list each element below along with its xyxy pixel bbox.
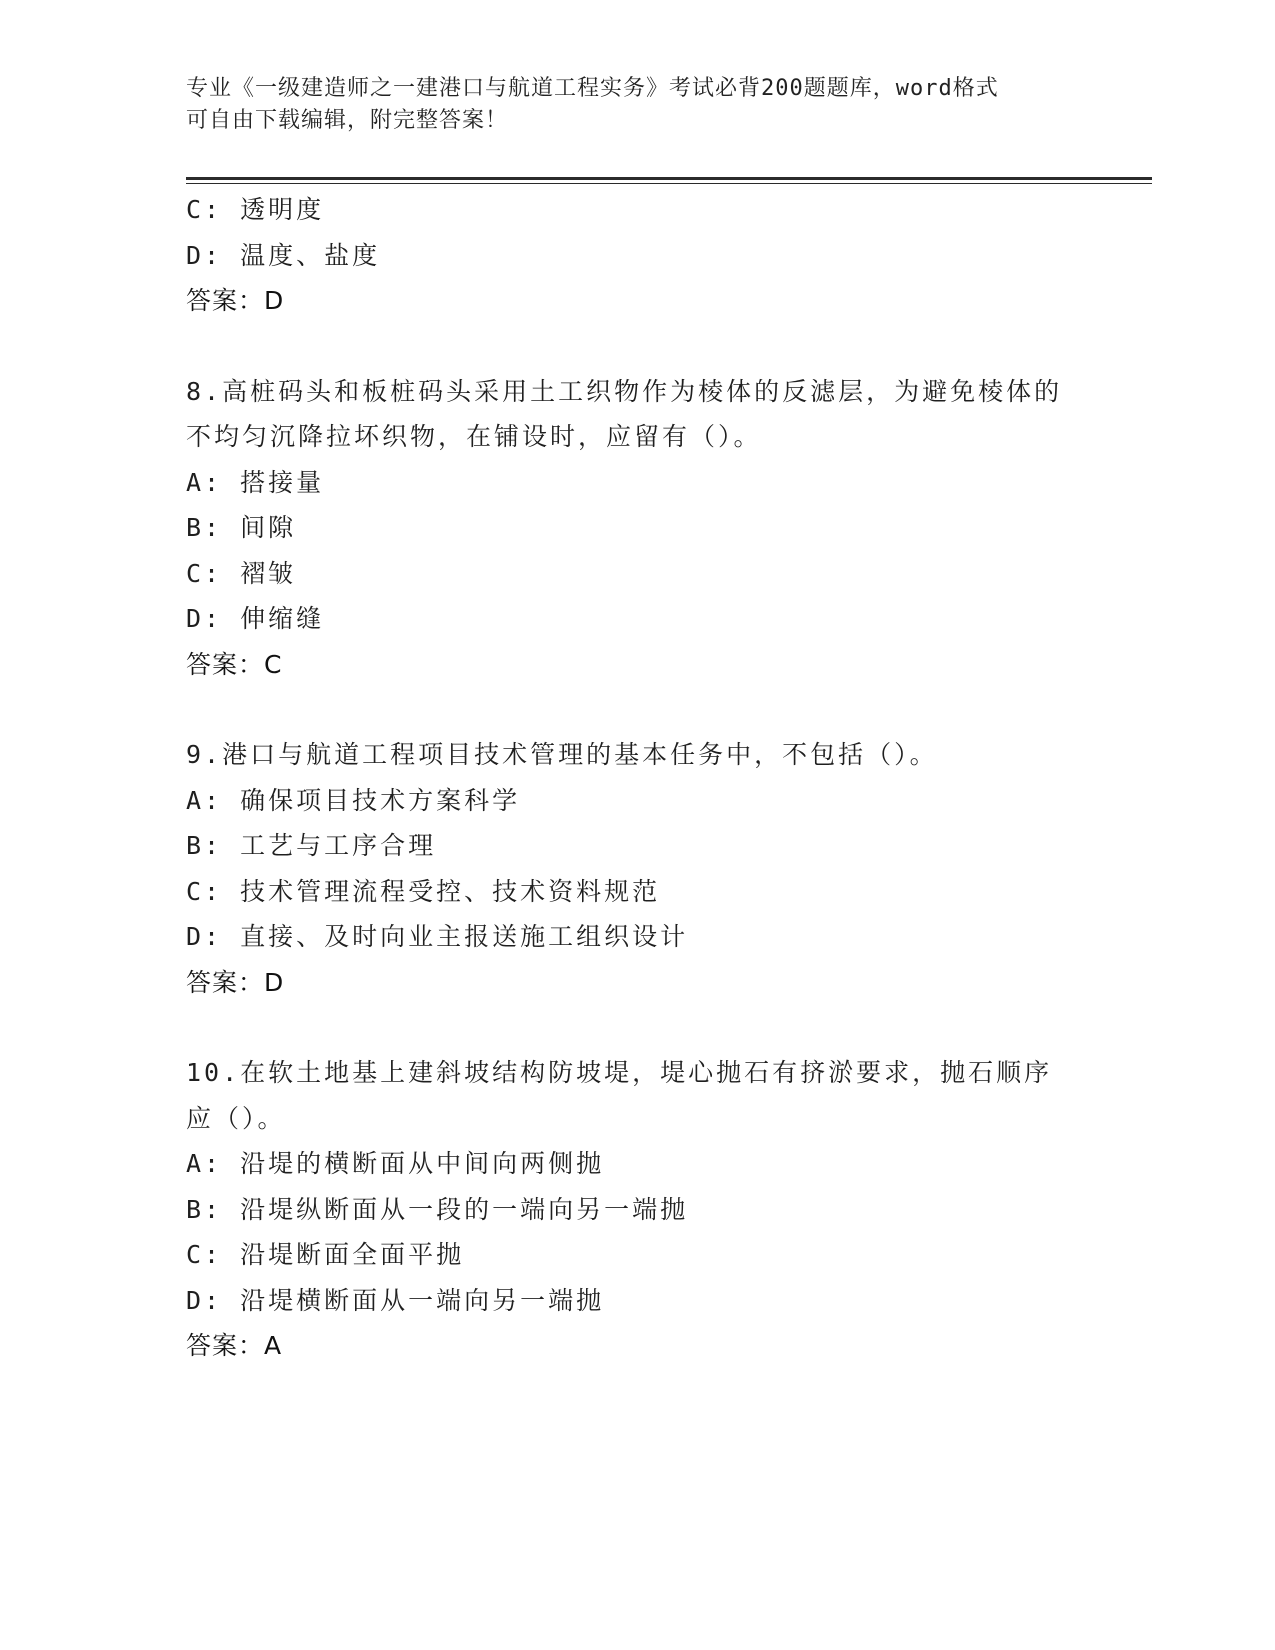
option-c: C: 透明度 xyxy=(186,195,325,224)
option-a: A: 沿堤的横断面从中间向两侧抛 xyxy=(186,1149,605,1178)
option-a: A: 搭接量 xyxy=(186,467,325,497)
option-a: A: 确保项目技术方案科学 xyxy=(186,785,521,815)
option-c: C: 褶皱 xyxy=(186,558,297,588)
spacer xyxy=(186,687,1086,732)
question-text: 8.高桩码头和板桩码头采用土工织物作为棱体的反滤层，为避免棱体的不均匀沉降拉坏织物，在铺设时，应留有（）。 xyxy=(186,376,1063,451)
question-block-9 xyxy=(186,732,1086,1005)
question-block-8 xyxy=(186,369,1086,688)
question-list xyxy=(186,187,1086,1369)
option-b: B: 工艺与工序合理 xyxy=(186,831,437,860)
option-d: D: 沿堤横断面从一端向另一端抛 xyxy=(186,1285,605,1315)
question-text: 9.港口与航道工程项目技术管理的基本任务中，不包括（）。 xyxy=(186,740,938,769)
header-line-2: 可自由下载编辑，附完整答案！ xyxy=(186,108,509,133)
document-header xyxy=(186,73,1086,137)
option-d: D: 温度、盐度 xyxy=(186,240,381,270)
spacer xyxy=(186,1005,1086,1050)
question-text: 10.在软土地基上建斜坡结构防坡堤，堤心抛石有挤淤要求，抛石顺序应（）。 xyxy=(186,1058,1053,1133)
answer-line: 答案：D xyxy=(186,967,285,997)
spacer xyxy=(186,324,1086,369)
header-divider-thick xyxy=(186,177,1152,180)
question-block-10 xyxy=(186,1050,1086,1369)
answer-line: 答案：D xyxy=(186,286,285,315)
option-d: D: 伸缩缝 xyxy=(186,604,325,633)
header-divider-thin xyxy=(186,183,1152,184)
question-block-continued xyxy=(186,187,1086,324)
option-d: D: 直接、及时向业主报送施工组织设计 xyxy=(186,922,689,951)
answer-line: 答案：A xyxy=(186,1331,283,1360)
header-line-1: 专业《一级建造师之一建港口与航道工程实务》考试必背200题题库，word格式 xyxy=(186,76,999,101)
option-c: C: 技术管理流程受控、技术资料规范 xyxy=(186,876,661,906)
answer-line: 答案：C xyxy=(186,649,283,679)
option-b: B: 间隙 xyxy=(186,513,297,542)
option-c: C: 沿堤断面全面平抛 xyxy=(186,1240,465,1269)
option-b: B: 沿堤纵断面从一段的一端向另一端抛 xyxy=(186,1194,689,1224)
